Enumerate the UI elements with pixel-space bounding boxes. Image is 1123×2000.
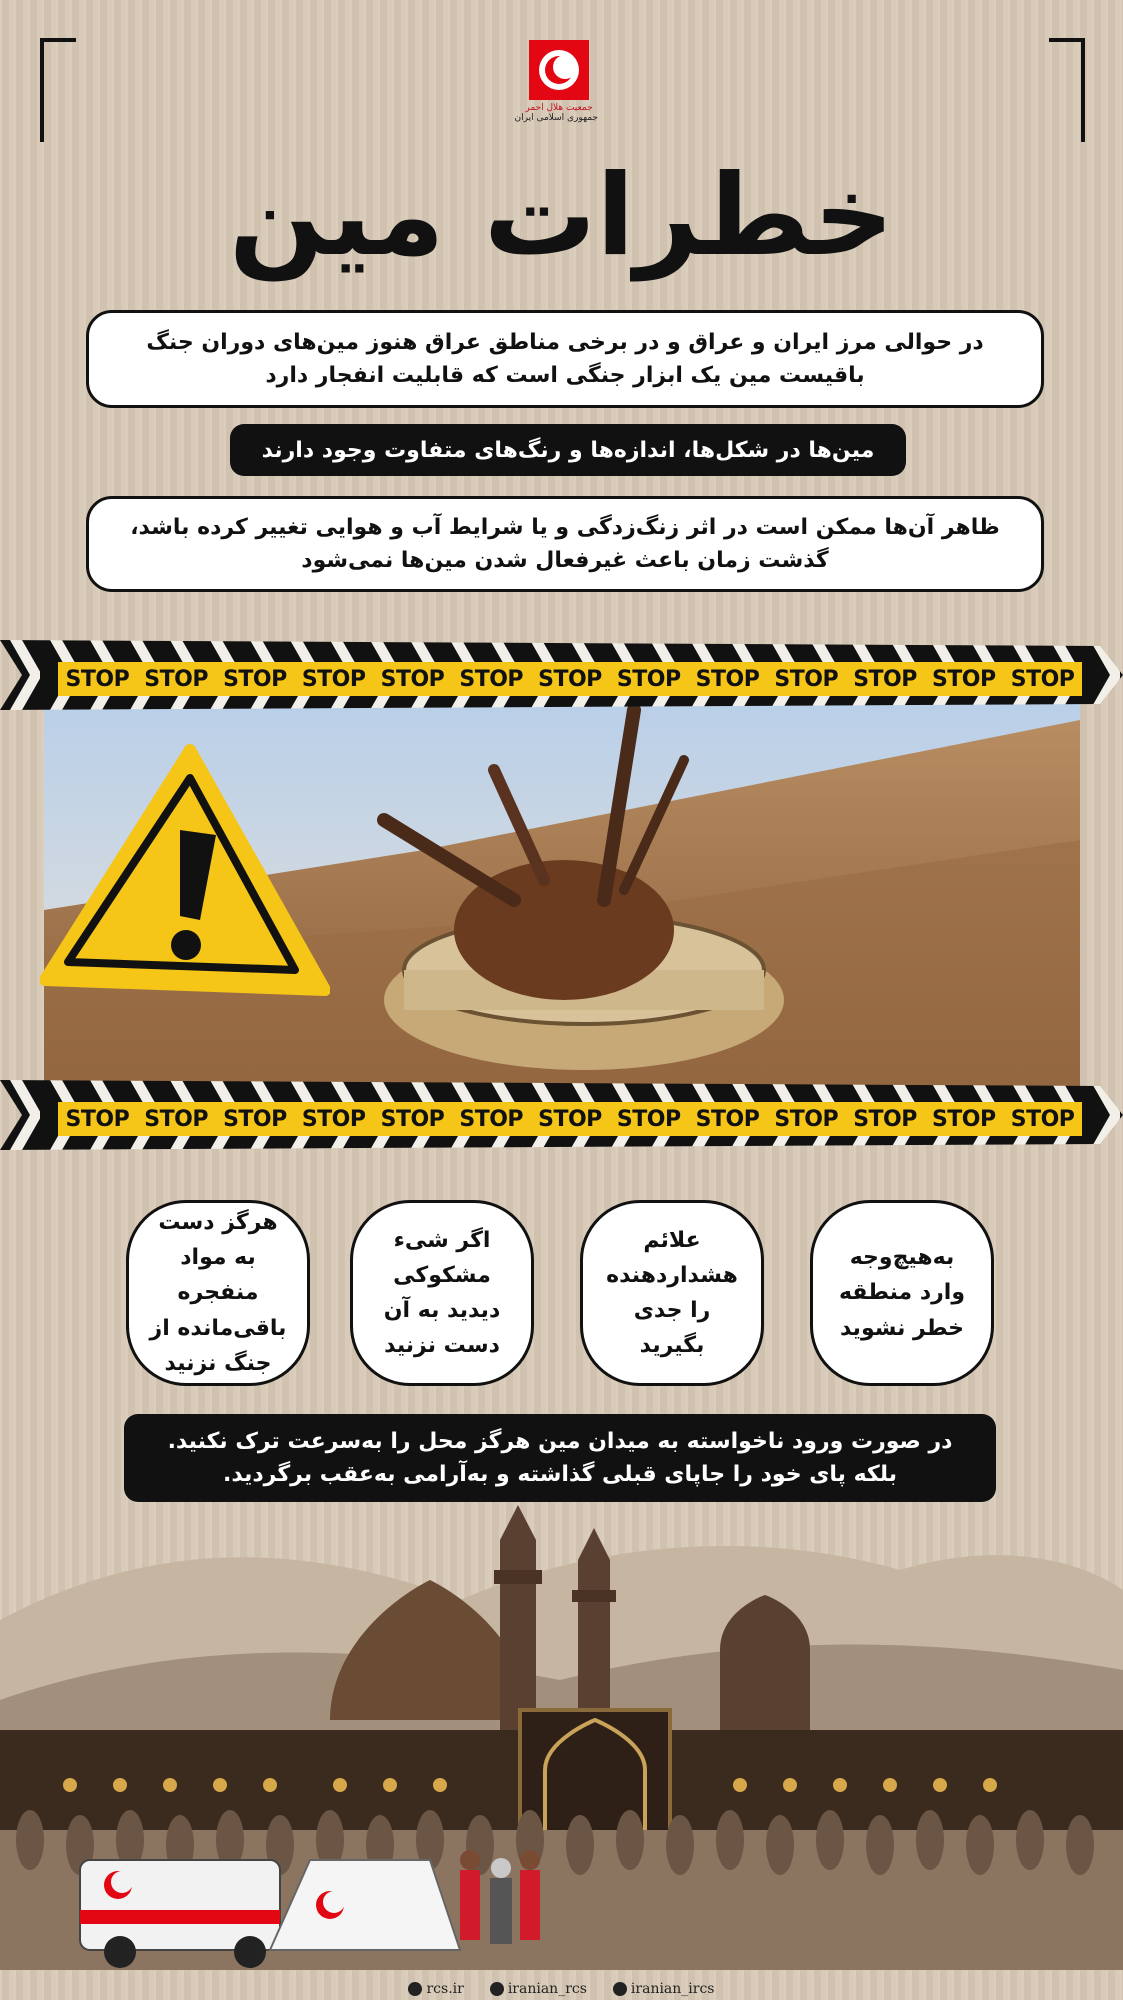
stop-tape-text-bottom <box>58 1102 1082 1136</box>
stop-word: STOP <box>65 1106 130 1132</box>
safety-tips <box>0 1200 1123 1390</box>
shrine-illustration <box>0 1500 1123 1970</box>
stop-word: STOP <box>144 1106 208 1132</box>
stop-word: STOP <box>931 666 996 692</box>
stop-word: STOP <box>301 666 366 692</box>
corner-bracket-right <box>1049 38 1085 142</box>
tip-card: اگر شیء مشکوکی دیدید به آن دست نزنید <box>350 1200 534 1386</box>
stop-word: STOP <box>223 1106 287 1132</box>
telegram-twitter-icon <box>613 1982 627 1996</box>
stop-tape-bottom <box>0 1080 1123 1150</box>
warning-sign-icon <box>40 740 330 1000</box>
shapes-banner: مین‌ها در شکل‌ها، اندازه‌ها و رنگ‌های متفاوت وجود دارند <box>230 424 906 476</box>
stop-word: STOP <box>1010 666 1075 692</box>
globe-icon <box>408 1982 422 1996</box>
red-crescent-icon <box>529 40 589 100</box>
stop-tape-text-top <box>58 662 1082 696</box>
stop-word: STOP <box>380 1106 445 1132</box>
footer-link-label: iranian_ircs <box>630 1981 715 1997</box>
escape-instructions: در صورت ورود ناخواسته به میدان مین هرگز محل را به‌سرعت ترک نکنید. بلکه پای خود را جاپای قبلی گذاشته و به‌آرامی به‌عقب برگردید. <box>124 1414 996 1502</box>
logo-country: جمهوری اسلامی ایران <box>514 113 598 123</box>
stop-word: STOP <box>223 666 287 692</box>
stop-word: STOP <box>774 666 839 692</box>
corner-bracket-left <box>40 38 76 142</box>
stop-word: STOP <box>459 666 524 692</box>
stop-word: STOP <box>853 1106 917 1132</box>
landmine-photo-section <box>0 640 1123 1160</box>
stop-word: STOP <box>65 666 130 692</box>
stop-word: STOP <box>144 666 208 692</box>
stop-word: STOP <box>538 666 602 692</box>
stop-word: STOP <box>301 1106 366 1132</box>
stop-word: STOP <box>459 1106 524 1132</box>
stop-word: STOP <box>380 666 445 692</box>
footer-link-label: rcs.ir <box>426 1981 464 1997</box>
page-title: خطرات مین <box>228 151 895 281</box>
tip-card: هرگز دست به مواد منفجره باقی‌مانده از جنگ نزنید <box>126 1200 310 1386</box>
tip-card: به‌هیچ‌وجه وارد منطقه خطر نشوید <box>810 1200 994 1386</box>
logo-org-name: جمعیت هلال احمر <box>525 103 593 113</box>
stop-word: STOP <box>1010 1106 1075 1132</box>
footer-link[interactable] <box>490 1978 587 2000</box>
volunteers-icon <box>460 1850 540 1944</box>
stop-word: STOP <box>931 1106 996 1132</box>
stop-word: STOP <box>774 1106 839 1132</box>
footer-social-links <box>0 1978 1123 2000</box>
footer-link[interactable] <box>613 1978 715 2000</box>
footer-link[interactable] <box>408 1978 463 2000</box>
intro-box: در حوالی مرز ایران و عراق و در برخی مناطق عراق هنوز مین‌های دوران جنگ باقیست مین یک ابزار جنگی است که قابلیت انفجار دارد <box>86 310 1044 408</box>
stop-word: STOP <box>853 666 917 692</box>
footer-link-label: iranian_rcs <box>507 1981 587 1997</box>
stop-word: STOP <box>616 1106 681 1132</box>
stop-tape-top <box>0 640 1123 710</box>
instagram-twitter-icon <box>490 1982 504 1996</box>
stop-word: STOP <box>695 666 760 692</box>
tip-card: علائم هشداردهنده را جدی بگیرید <box>580 1200 764 1386</box>
appearance-box: ظاهر آن‌ها ممکن است در اثر زنگ‌زدگی و یا شرایط آب و هوایی تغییر کرده باشد، گذشت زمان باعث غیرفعال شدن مین‌ها نمی‌شود <box>86 496 1044 592</box>
stop-word: STOP <box>538 1106 602 1132</box>
red-crescent-logo <box>514 40 598 123</box>
stop-word: STOP <box>616 666 681 692</box>
stop-word: STOP <box>695 1106 760 1132</box>
